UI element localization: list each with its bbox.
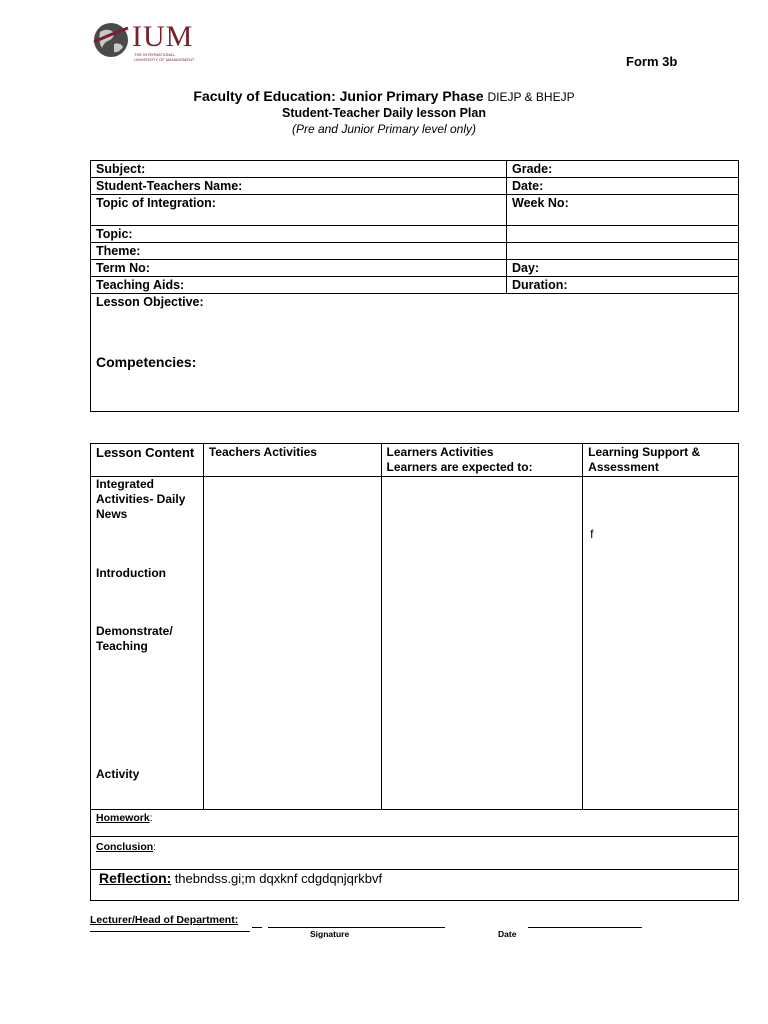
homework-label: Homework bbox=[96, 812, 150, 824]
activities-table bbox=[90, 443, 739, 901]
grade-field[interactable]: Grade: bbox=[507, 161, 739, 178]
support-value: f bbox=[590, 527, 594, 541]
lecturer-line-tail bbox=[252, 927, 262, 928]
teaching-aids-field[interactable]: Teaching Aids: bbox=[91, 277, 507, 294]
date-field[interactable]: Date: bbox=[507, 178, 739, 195]
title-main: Faculty of Education: Junior Primary Phase bbox=[193, 88, 484, 104]
lesson-objective-label: Lesson Objective: bbox=[96, 295, 204, 309]
homework-row[interactable]: Homework: bbox=[91, 810, 739, 837]
topic-right-cell[interactable] bbox=[507, 226, 739, 243]
ium-logo bbox=[92, 20, 202, 66]
signature-line[interactable] bbox=[268, 927, 445, 928]
document-title bbox=[0, 88, 768, 104]
logo-subtitle: THE INTERNATIONAL UNIVERSITY OF MANAGEMENT bbox=[134, 52, 195, 62]
title-codes: DIEJP & BHEJP bbox=[487, 90, 575, 104]
topic-field[interactable]: Topic: bbox=[91, 226, 507, 243]
header-lesson-content: Lesson Content bbox=[91, 444, 204, 477]
student-name-field[interactable]: Student-Teachers Name: bbox=[91, 178, 507, 195]
theme-field[interactable]: Theme: bbox=[91, 243, 507, 260]
lecturer-label: Lecturer/Head of Department: bbox=[90, 914, 239, 926]
header-learners-line2: Learners are expected to: bbox=[386, 460, 533, 474]
learners-activities-cell[interactable] bbox=[381, 477, 583, 810]
lecturer-underline bbox=[90, 931, 250, 932]
theme-right-cell[interactable] bbox=[507, 243, 739, 260]
teachers-activities-cell[interactable] bbox=[203, 477, 381, 810]
reflection-label: Reflection: bbox=[99, 870, 172, 886]
competencies-label: Competencies: bbox=[96, 354, 197, 370]
subject-field[interactable]: Subject: bbox=[91, 161, 507, 178]
learning-support-cell[interactable] bbox=[583, 477, 739, 810]
header-teachers-activities: Teachers Activities bbox=[203, 444, 381, 477]
conclusion-label: Conclusion bbox=[96, 841, 154, 853]
week-no-field[interactable]: Week No: bbox=[507, 195, 739, 226]
header-learners-activities bbox=[381, 444, 583, 477]
duration-field[interactable]: Duration: bbox=[507, 277, 739, 294]
conclusion-row[interactable]: Conclusion: bbox=[91, 837, 739, 870]
document-subtitle: Student-Teacher Daily lesson Plan bbox=[282, 106, 486, 120]
seg-demonstrate: Demonstrate/ Teaching bbox=[96, 624, 173, 653]
lesson-info-table bbox=[90, 160, 739, 412]
header-learners-line1: Learners Activities bbox=[386, 445, 494, 459]
signature-label: Signature bbox=[310, 929, 350, 939]
logo-name: IUM bbox=[132, 20, 194, 53]
seg-integrated: Integrated Activities- Daily News bbox=[96, 477, 186, 521]
document-note: (Pre and Junior Primary level only) bbox=[291, 122, 477, 136]
day-field[interactable]: Day: bbox=[507, 260, 739, 277]
topic-integration-field[interactable]: Topic of Integration: bbox=[91, 195, 507, 226]
form-number: Form 3b bbox=[626, 54, 678, 69]
seg-introduction: Introduction bbox=[96, 566, 166, 580]
objective-cell[interactable] bbox=[91, 294, 739, 412]
lesson-content-cell[interactable] bbox=[91, 477, 204, 810]
date-label: Date bbox=[498, 929, 517, 939]
globe-icon bbox=[92, 20, 130, 60]
date-line[interactable] bbox=[528, 927, 642, 928]
seg-activity: Activity bbox=[96, 767, 140, 781]
reflection-text[interactable]: thebndss.gi;m dqxknf cdgdqnjqrkbvf bbox=[174, 871, 383, 886]
term-no-field[interactable]: Term No: bbox=[91, 260, 507, 277]
reflection-row[interactable] bbox=[91, 870, 739, 901]
header-learning-support: Learning Support & Assessment bbox=[583, 444, 739, 477]
